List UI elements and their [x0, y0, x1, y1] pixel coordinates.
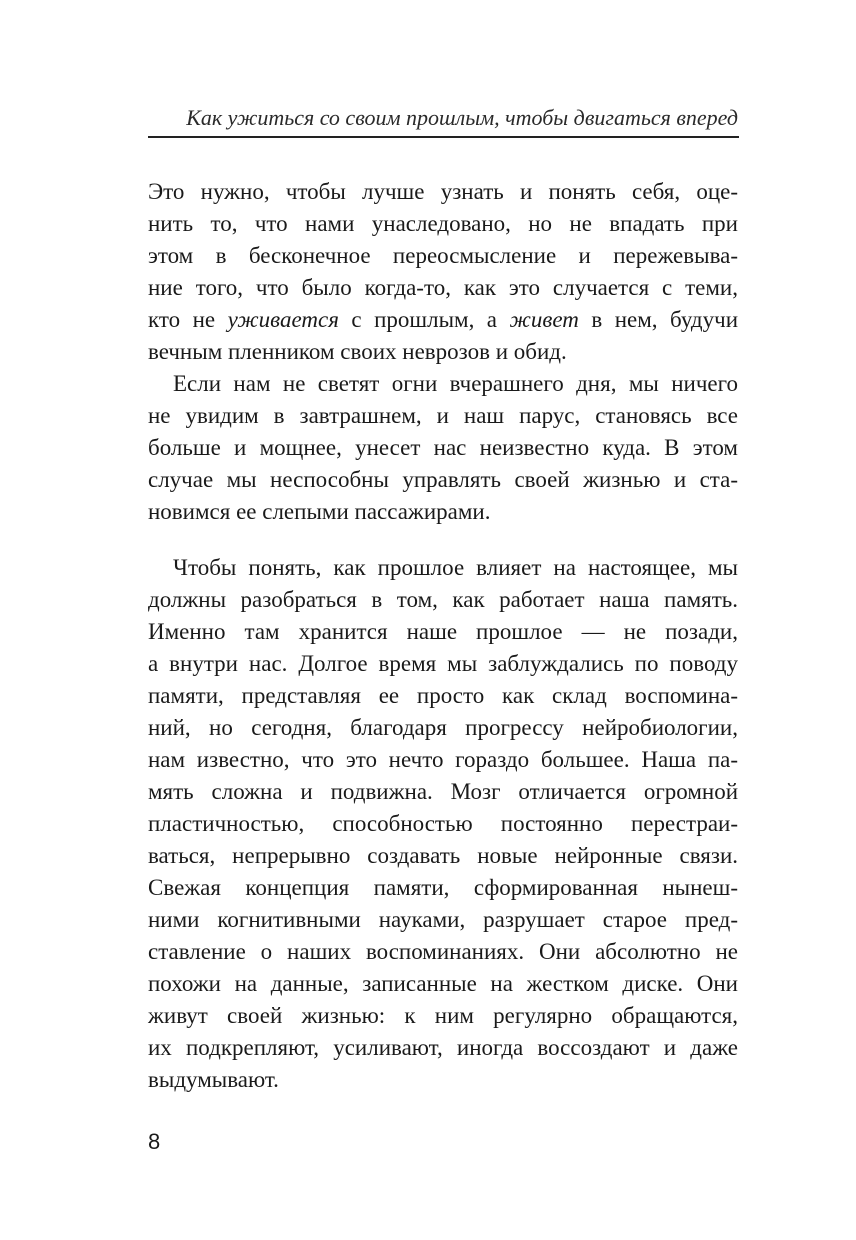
text-line: Свежая концепция памяти, сформированная нынеш- — [148, 875, 738, 900]
text-line: новимся ее слепыми пассажирами. — [148, 499, 491, 524]
text-line: этом в бесконечное переосмысление и пережевыва- — [148, 243, 738, 268]
text-run: в нем, будучи — [578, 307, 738, 332]
text-line: ставление о наших воспоминаниях. Они абсолютно не — [148, 939, 738, 964]
text-line: вечным пленником своих неврозов и обид. — [148, 339, 567, 364]
text-line: больше и мощнее, унесет нас неизвестно куда. В этом — [148, 435, 738, 460]
text-line: Это нужно, чтобы лучше узнать и понять себя, оце- — [148, 179, 738, 204]
text-line: не увидим в завтрашнем, и наш парус, становясь все — [148, 403, 738, 428]
text-line: ваться, непрерывно создавать новые нейронные связи. — [148, 843, 738, 868]
text-line: Если нам не светят огни вчерашнего дня, мы ничего — [173, 371, 738, 396]
text-line: ний, но сегодня, благодаря прогрессу нейробиологии, — [148, 715, 738, 740]
paragraph-1 — [148, 176, 738, 368]
text-run: кто не — [148, 307, 228, 332]
text-line: памяти, представляя ее просто как склад воспомина- — [148, 683, 738, 708]
text-line — [148, 304, 738, 336]
text-line: нить то, что нами унаследовано, но не впадать при — [148, 211, 738, 236]
text-line: случае мы неспособны управлять своей жизнью и ста- — [148, 467, 738, 492]
text-line: нам известно, что это нечто гораздо большее. Наша па- — [148, 747, 738, 772]
text-line: Именно там хранится наше прошлое — не позади, — [148, 619, 738, 644]
running-head: Как ужиться со своим прошлым, чтобы двигаться вперед — [186, 105, 738, 130]
text-line: Чтобы понять, как прошлое влияет на настоящее, мы — [173, 555, 738, 580]
paragraph-2 — [148, 368, 738, 528]
text-line: пластичностью, способностью постоянно перестраи- — [148, 811, 738, 836]
page-number: 8 — [148, 1129, 161, 1154]
emphasis-uzhivaetsya: уживается — [227, 307, 339, 332]
emphasis-zhivet: живет — [509, 307, 579, 332]
text-run: с прошлым, а — [338, 307, 510, 332]
header-rule — [148, 136, 739, 138]
text-line: должны разобраться в том, как работает наша память. — [148, 587, 738, 612]
text-line: живут своей жизнью: к ним регулярно обращаются, — [148, 1003, 738, 1028]
text-line: их подкрепляют, усиливают, иногда воссоздают и даже — [148, 1035, 738, 1060]
text-line: выдумывают. — [148, 1067, 279, 1092]
text-line: ние того, что было когда-то, как это случается с теми, — [148, 275, 738, 300]
paragraph-3 — [148, 552, 738, 1096]
text-line: ними когнитивными науками, разрушает старое пред- — [148, 907, 738, 932]
text-line: мять сложна и подвижна. Мозг отличается огромной — [148, 779, 738, 804]
text-line: а внутри нас. Долгое время мы заблуждались по поводу — [148, 651, 738, 676]
text-line: похожи на данные, записанные на жестком диске. Они — [148, 971, 738, 996]
